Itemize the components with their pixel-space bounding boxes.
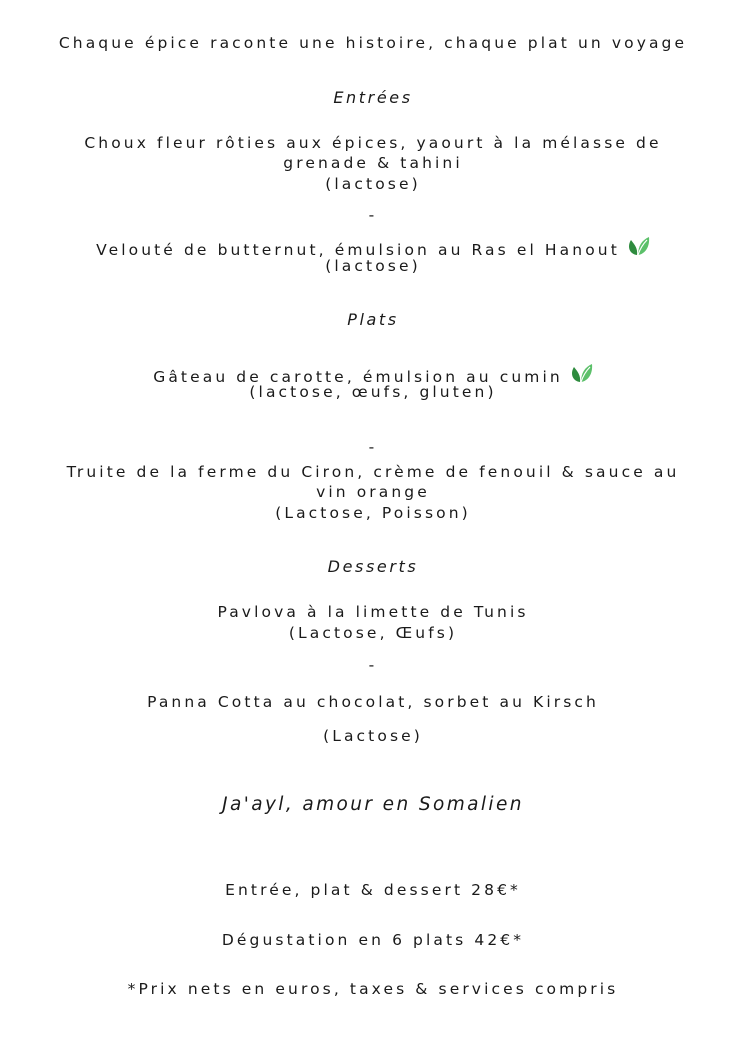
entree-separator: - [368,206,378,224]
plat-separator: - [368,438,378,456]
signature-title: Ja'ayl, amour en Somalien [222,794,524,815]
dessert-2-name: Panna Cotta au chocolat, sorbet au Kirsch [147,693,599,711]
price-menu: Entrée, plat & dessert 28€* [225,881,521,899]
plat-1-name: Gâteau de carotte, émulsion au cumin [153,368,563,386]
entree-1-line-2: grenade & tahini [283,154,463,172]
price-note: *Prix nets en euros, taxes & services compris [127,980,619,998]
dessert-separator: - [368,656,378,674]
dessert-2-allergens: (Lactose) [323,727,423,745]
plat-2-allergens: (Lactose, Poisson) [275,504,471,522]
price-tasting: Dégustation en 6 plats 42€* [221,931,525,949]
plat-2-line-2: vin orange [316,483,430,501]
section-title-plats: Plats [347,310,399,329]
entree-2-name: Velouté de butternut, émulsion au Ras el Hanout [96,241,620,259]
dessert-1-name: Pavlova à la limette de Tunis [217,603,529,621]
section-title-desserts: Desserts [327,557,419,576]
tagline: Chaque épice raconte une histoire, chaque plat un voyage [58,34,688,52]
plat-2-line-1: Truite de la ferme du Ciron, crème de fenouil & sauce au [66,463,680,481]
plat-1-allergens: (lactose, œufs, gluten) [249,383,497,401]
entree-1-line-1: Choux fleur rôties aux épices, yaourt à la mélasse de [84,134,662,152]
section-title-entrees: Entrées [333,88,413,107]
vegetarian-leaf-icon [569,362,593,384]
dessert-1-allergens: (Lactose, Œufs) [288,624,458,642]
vegetarian-leaf-icon [626,235,650,257]
entree-2-allergens: (lactose) [325,257,421,275]
entree-1-allergens: (lactose) [325,175,421,193]
